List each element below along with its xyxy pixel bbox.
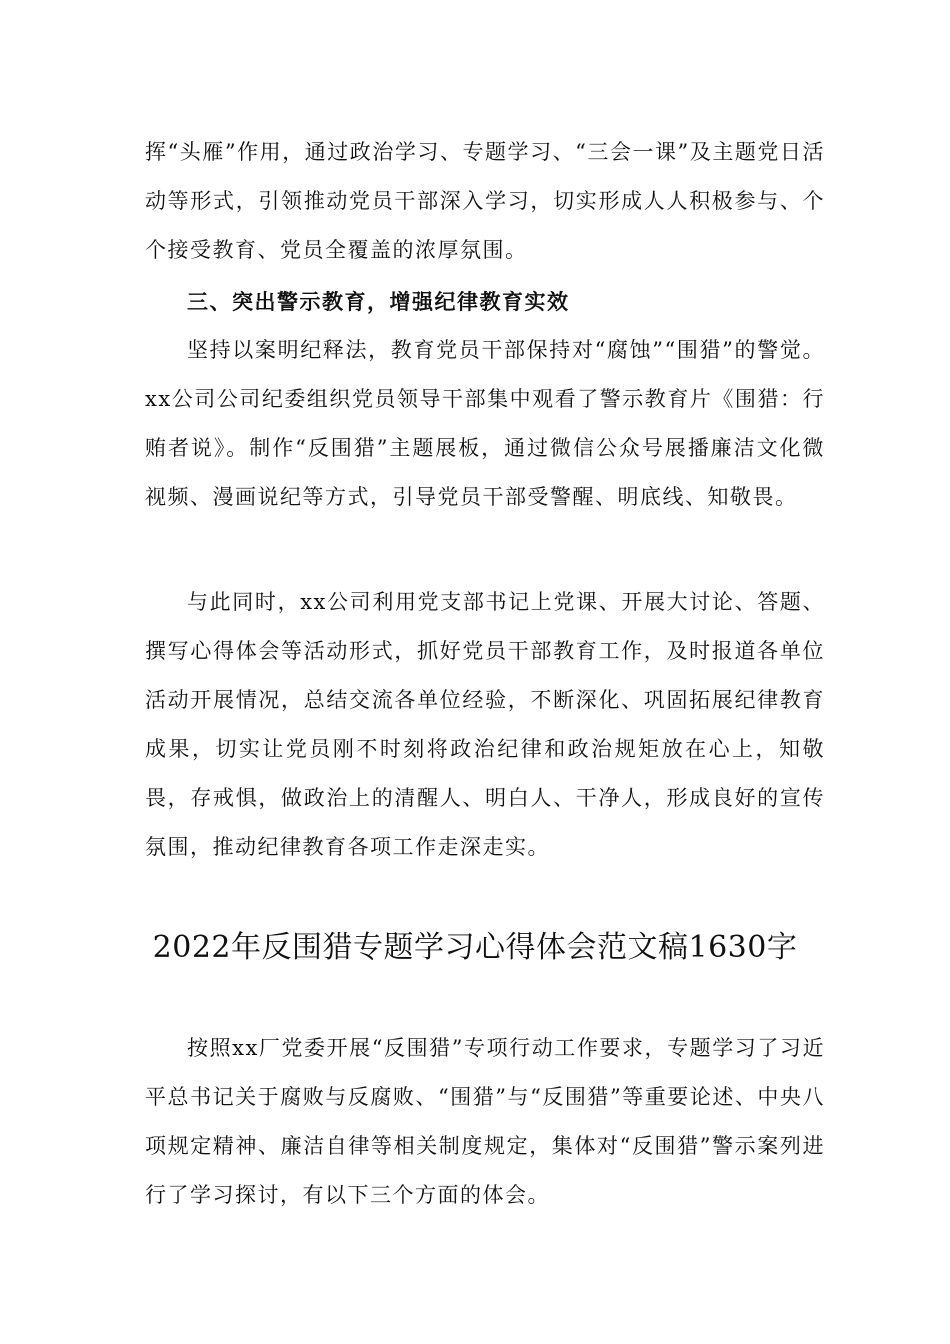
paragraph-intro: 按照xx厂党委开展“反围猎”专项行动工作要求，专题学习了习近平总书记关于腐败与反腐败、“围猎”与“反围猎”等重要论述、中央八项规定精神、廉洁自律等相关制度规定，集体对“反围猎”警示案列进行了学习探讨，有以下三个方面的体会。 — [145, 1036, 825, 1207]
article-title: 2022年反围猎专题学习心得体会范文稿1630字 — [152, 930, 798, 965]
section-heading: 三、突出警示教育，增强纪律教育实效 — [187, 289, 570, 314]
paragraph-warning-education: 坚持以案明纪释法，教育党员干部保持对“腐蚀”“围猎”的警觉。xx公司公司纪委组织党员领导干部集中观看了警示教育片《围猎：行贿者说》。制作“反围猎”主题展板，通过微信公众号展播廉洁文化微视频、漫画说纪等方式，引导党员干部受警醒、明底线、知敬畏。 — [145, 338, 825, 509]
paragraph-meanwhile: 与此同时，xx公司利用党支部书记上党课、开展大讨论、答题、撰写心得体会等活动形式，抓好党员干部教育工作，及时报道各单位活动开展情况，总结交流各单位经验，不断深化、巩固拓展纪律教育成果，切实让党员刚不时刻将政治纪律和政治规矩放在心上，知敬畏，存戒惧，做政治上的清醒人、明白人、干净人，形成良好的宣传氛围，推动纪律教育各项工作走深走实。 — [145, 590, 825, 859]
paragraph-continuation: 挥“头雁”作用，通过政治学习、专题学习、“三会一课”及主题党日活动等形式，引领推动党员干部深入学习，切实形成人人积极参与、个个接受教育、党员全覆盖的浓厚氛围。 — [145, 140, 825, 262]
